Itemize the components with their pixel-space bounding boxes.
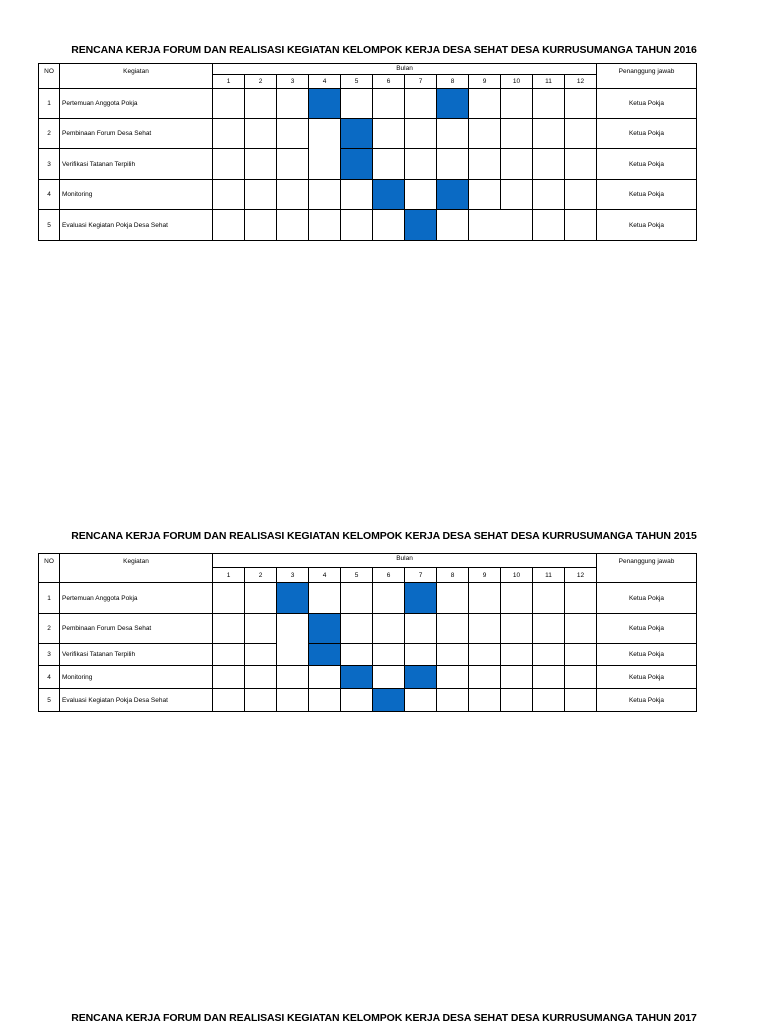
month-header: 11 [533, 75, 565, 89]
table-row [39, 180, 697, 210]
month-cell-2 [245, 180, 277, 210]
month-cell-8 [437, 119, 469, 149]
month-cell-7-active [405, 210, 437, 241]
month-cell-5 [341, 583, 373, 614]
month-cell-4-active [309, 89, 341, 119]
month-header: 5 [341, 568, 373, 583]
activity-name: Verifikasi Tatanan Terpilih [60, 644, 213, 666]
column-header-activity: Kegiatan [60, 64, 213, 89]
responsible-person: Ketua Pokja [597, 689, 697, 712]
month-cell-12 [565, 583, 597, 614]
activity-name: Pertemuan Anggota Pokja [60, 583, 213, 614]
table-row [39, 119, 697, 149]
month-cell-10 [501, 666, 533, 689]
month-cell-3 [277, 666, 309, 689]
month-cell-3 [277, 210, 309, 241]
month-header: 1 [213, 75, 245, 89]
month-cell-1 [213, 666, 245, 689]
schedule-table [38, 553, 697, 712]
month-cell-6 [373, 583, 405, 614]
month-header: 12 [565, 568, 597, 583]
responsible-person: Ketua Pokja [597, 644, 697, 666]
month-cell-1 [213, 210, 245, 241]
month-header: 2 [245, 75, 277, 89]
month-cell-2 [245, 644, 277, 666]
month-cell-6 [373, 119, 405, 149]
month-cell-8 [437, 149, 469, 180]
month-cell-10 [501, 89, 533, 119]
month-cell-8 [437, 583, 469, 614]
month-cell-5 [341, 180, 373, 210]
month-cell-2 [245, 614, 277, 644]
month-cell-11 [533, 614, 565, 644]
month-cell-10 [501, 149, 533, 180]
month-cell-8 [437, 689, 469, 712]
month-cell-12 [565, 210, 597, 241]
month-cell-6 [373, 644, 405, 666]
month-cell-11 [533, 666, 565, 689]
month-cell-5 [341, 644, 373, 666]
responsible-person: Ketua Pokja [597, 89, 697, 119]
table-row [39, 614, 697, 644]
month-cell-3 [277, 119, 309, 149]
month-cell-7-active [405, 666, 437, 689]
row-number: 3 [39, 149, 60, 180]
month-cell-11 [533, 149, 565, 180]
month-cell-2 [245, 666, 277, 689]
month-header: 6 [373, 568, 405, 583]
month-header: 10 [501, 568, 533, 583]
month-cell-1 [213, 689, 245, 712]
activity-name: Monitoring [60, 180, 213, 210]
month-header: 10 [501, 75, 533, 89]
month-header: 8 [437, 75, 469, 89]
month-cell-3 [277, 180, 309, 210]
month-cell-7 [405, 689, 437, 712]
month-cell-3 [277, 89, 309, 119]
row-number: 2 [39, 614, 60, 644]
month-cell-3-active [277, 583, 309, 614]
month-cell-7 [405, 644, 437, 666]
month-cell-8 [437, 666, 469, 689]
responsible-person: Ketua Pokja [597, 210, 697, 241]
month-cell-3 [277, 644, 309, 666]
month-header: 9 [469, 568, 501, 583]
month-cell-8 [437, 614, 469, 644]
month-cell-11 [533, 89, 565, 119]
column-header-no: NO [39, 64, 60, 89]
table-row [39, 583, 697, 614]
month-cell-7-active [405, 583, 437, 614]
month-header: 6 [373, 75, 405, 89]
month-cell-7 [405, 119, 437, 149]
row-number: 4 [39, 666, 60, 689]
month-cell-8 [437, 644, 469, 666]
month-cell-5 [341, 689, 373, 712]
month-header: 7 [405, 568, 437, 583]
month-cell-11 [533, 689, 565, 712]
month-cell-5 [341, 614, 373, 644]
month-cell-9 [469, 614, 501, 644]
month-header: 8 [437, 568, 469, 583]
month-cell-9 [469, 583, 501, 614]
month-cell-6 [373, 89, 405, 119]
month-cell-4 [309, 210, 341, 241]
month-cell-12 [565, 180, 597, 210]
month-cell-9 [469, 149, 501, 180]
column-header-month-group: Bulan [213, 64, 597, 75]
month-cell-12 [565, 89, 597, 119]
month-cell-2 [245, 119, 277, 149]
month-cell-1 [213, 119, 245, 149]
month-cell-3 [277, 689, 309, 712]
month-header: 11 [533, 568, 565, 583]
month-header: 3 [277, 568, 309, 583]
month-cell-2 [245, 149, 277, 180]
month-cell-5 [341, 210, 373, 241]
month-cell-1 [213, 149, 245, 180]
month-cell-4 [309, 689, 341, 712]
month-cell-12 [565, 149, 597, 180]
month-cell-10 [501, 119, 533, 149]
activity-name: Evaluasi Kegiatan Pokja Desa Sehat [60, 689, 213, 712]
month-header: 7 [405, 75, 437, 89]
month-cell-2 [245, 689, 277, 712]
responsible-person: Ketua Pokja [597, 149, 697, 180]
month-cell-9 [469, 180, 501, 210]
month-cell-10 [501, 180, 533, 210]
month-cell-11 [533, 583, 565, 614]
month-cell-1 [213, 614, 245, 644]
month-cell-4-active [309, 614, 341, 644]
month-cell-11 [533, 119, 565, 149]
month-cell-6 [373, 210, 405, 241]
month-header: 3 [277, 75, 309, 89]
month-cell-10 [501, 210, 533, 241]
row-number: 5 [39, 210, 60, 241]
month-cell-7 [405, 180, 437, 210]
month-cell-12 [565, 644, 597, 666]
month-cell-6 [373, 149, 405, 180]
row-number: 3 [39, 644, 60, 666]
table-row [39, 644, 697, 666]
month-cell-12 [565, 666, 597, 689]
month-cell-12 [565, 614, 597, 644]
plan-title-2017: RENCANA KERJA FORUM DAN REALISASI KEGIATAN KELOMPOK KERJA DESA SEHAT DESA KURRUSUMANGA TAHUN 2017 [71, 1012, 697, 1024]
activity-name: Evaluasi Kegiatan Pokja Desa Sehat [60, 210, 213, 241]
activity-name: Monitoring [60, 666, 213, 689]
month-header: 4 [309, 568, 341, 583]
month-cell-12 [565, 689, 597, 712]
month-cell-1 [213, 583, 245, 614]
month-cell-6 [373, 666, 405, 689]
month-cell-8-active [437, 180, 469, 210]
month-cell-7 [405, 149, 437, 180]
row-number: 5 [39, 689, 60, 712]
table-row [39, 666, 697, 689]
column-header-responsible: Penanggung jawab [597, 64, 697, 89]
month-cell-4 [309, 666, 341, 689]
month-cell-9 [469, 89, 501, 119]
month-cell-4 [309, 119, 341, 149]
month-cell-11 [533, 644, 565, 666]
table-row [39, 89, 697, 119]
month-cell-3 [277, 614, 309, 644]
column-header-month-group: Bulan [213, 554, 597, 568]
month-cell-2 [245, 583, 277, 614]
month-cell-10 [501, 583, 533, 614]
month-cell-7 [405, 89, 437, 119]
month-header: 2 [245, 568, 277, 583]
month-cell-8-active [437, 89, 469, 119]
month-cell-5-active [341, 119, 373, 149]
month-cell-2 [245, 210, 277, 241]
month-cell-3 [277, 149, 309, 180]
month-cell-9 [469, 210, 501, 241]
month-cell-2 [245, 89, 277, 119]
month-cell-10 [501, 644, 533, 666]
responsible-person: Ketua Pokja [597, 614, 697, 644]
plan-title: RENCANA KERJA FORUM DAN REALISASI KEGIATAN KELOMPOK KERJA DESA SEHAT DESA KURRUSUMANGA TAHUN 2016 [71, 44, 697, 56]
table-row [39, 210, 697, 241]
month-cell-1 [213, 180, 245, 210]
month-header: 4 [309, 75, 341, 89]
month-cell-4 [309, 180, 341, 210]
responsible-person: Ketua Pokja [597, 180, 697, 210]
schedule-table [38, 63, 697, 241]
activity-name: Verifikasi Tatanan Terpilih [60, 149, 213, 180]
month-cell-9 [469, 689, 501, 712]
month-cell-9 [469, 644, 501, 666]
responsible-person: Ketua Pokja [597, 119, 697, 149]
activity-name: Pertemuan Anggota Pokja [60, 89, 213, 119]
column-header-responsible: Penanggung jawab [597, 554, 697, 583]
month-cell-7 [405, 614, 437, 644]
row-number: 2 [39, 119, 60, 149]
month-cell-4-active [309, 644, 341, 666]
month-header: 5 [341, 75, 373, 89]
column-header-no: NO [39, 554, 60, 583]
row-number: 4 [39, 180, 60, 210]
month-header: 9 [469, 75, 501, 89]
month-cell-5-active [341, 666, 373, 689]
row-number: 1 [39, 583, 60, 614]
month-cell-4 [309, 583, 341, 614]
month-cell-10 [501, 614, 533, 644]
month-cell-9 [469, 119, 501, 149]
table-row [39, 149, 697, 180]
month-cell-6-active [373, 180, 405, 210]
month-cell-1 [213, 89, 245, 119]
month-cell-10 [501, 689, 533, 712]
month-header: 1 [213, 568, 245, 583]
responsible-person: Ketua Pokja [597, 666, 697, 689]
month-cell-6-active [373, 689, 405, 712]
month-cell-1 [213, 644, 245, 666]
month-cell-9 [469, 666, 501, 689]
plan-title: RENCANA KERJA FORUM DAN REALISASI KEGIATAN KELOMPOK KERJA DESA SEHAT DESA KURRUSUMANGA TAHUN 2015 [71, 530, 697, 542]
row-number: 1 [39, 89, 60, 119]
column-header-activity: Kegiatan [60, 554, 213, 583]
month-cell-6 [373, 614, 405, 644]
responsible-person: Ketua Pokja [597, 583, 697, 614]
month-cell-12 [565, 119, 597, 149]
month-cell-5 [341, 89, 373, 119]
month-cell-11 [533, 210, 565, 241]
activity-name: Pembinaan Forum Desa Sehat [60, 119, 213, 149]
month-cell-8 [437, 210, 469, 241]
month-cell-4 [309, 149, 341, 180]
month-cell-5-active [341, 149, 373, 180]
activity-name: Pembinaan Forum Desa Sehat [60, 614, 213, 644]
table-row [39, 689, 697, 712]
month-header: 12 [565, 75, 597, 89]
month-cell-11 [533, 180, 565, 210]
